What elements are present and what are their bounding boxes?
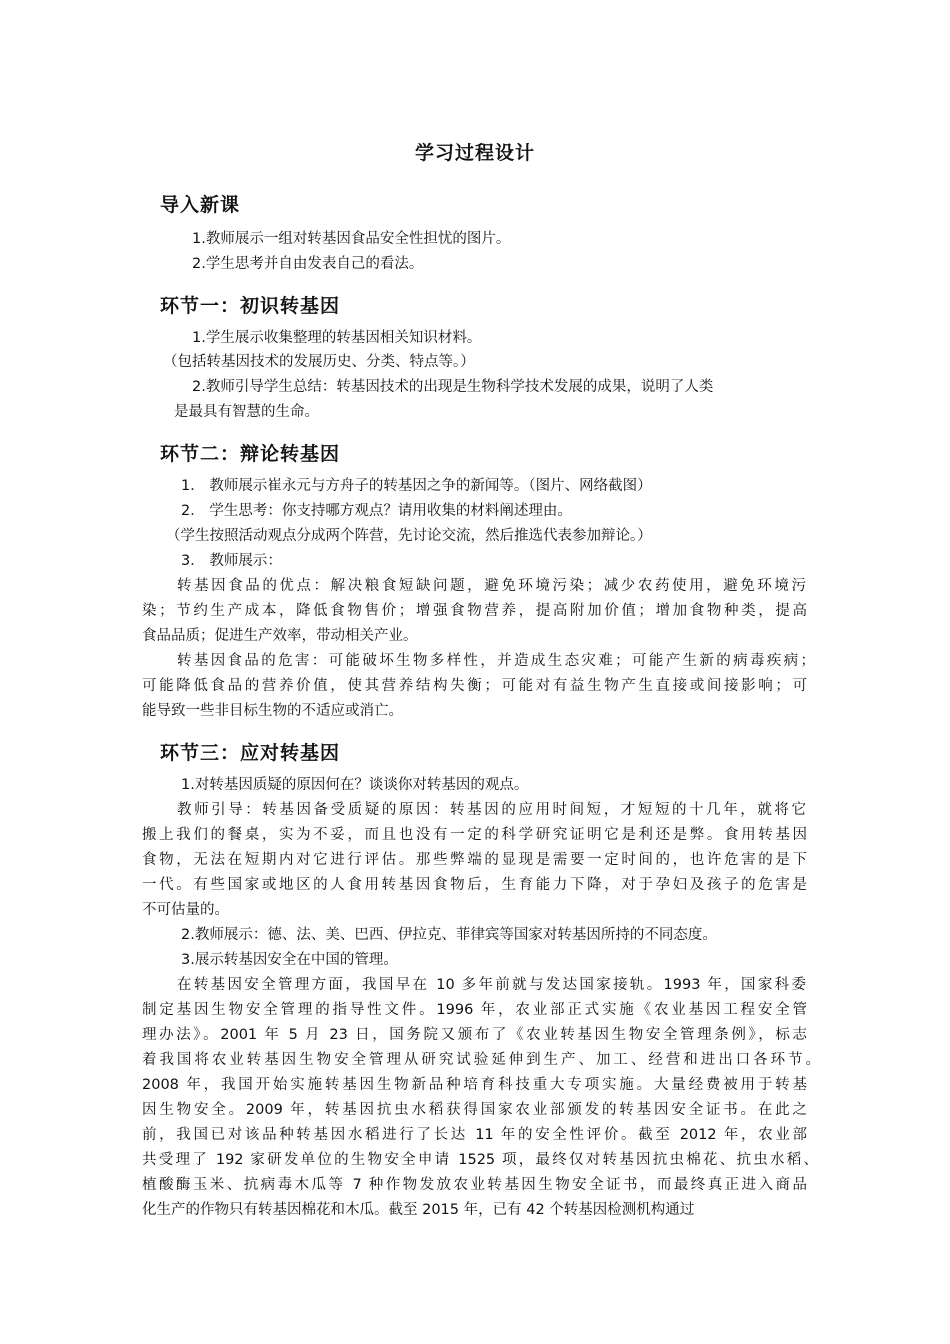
paragraph-line: 因生物安全。2009 年，转基因抗虫水稻获得国家农业部颁发的转基因安全证书。在此之 [142, 1102, 807, 1118]
paragraph-line: 2． 学生思考：你支持哪方观点？请用收集的材料阐述理由。 [181, 503, 572, 519]
paragraph-line: 转基因食品的优点：解决粮食短缺问题，避免环境污染；减少农药使用，避免环境污 [177, 578, 806, 594]
paragraph-line: 食物，无法在短期内对它进行评估。那些弊端的显现是需要一定时间的，也许危害的是下 [142, 852, 807, 868]
paragraph-line: 可能降低食品的营养价值，使其营养结构失衡；可能对有益生物产生直接或间接影响；可 [142, 678, 807, 694]
paragraph-line: 理办法》。2001 年 5 月 23 日，国务院又颁布了《农业转基因生物安全管理条例》，标志 [142, 1027, 807, 1043]
paragraph-line: 2.教师展示：德、法、美、巴西、伊拉克、菲律宾等国家对转基因所持的不同态度。 [181, 927, 717, 943]
paragraph-line: 教师引导：转基因备受质疑的原因：转基因的应用时间短，才短短的十几年，就将它 [177, 802, 806, 818]
paragraph-line: 3.展示转基因安全在中国的管理。 [181, 952, 398, 968]
paragraph-line: （包括转基因技术的发展历史、分类、特点等。） [163, 354, 475, 370]
paragraph-line: 1.对转基因质疑的原因何在？谈谈你对转基因的观点。 [181, 777, 529, 793]
paragraph-line: 着我国将农业转基因生物安全管理从研究试验延伸到生产、加工、经营和进出口各环节。 [142, 1052, 820, 1068]
paragraph-line: 搬上我们的餐桌，实为不妥，而且也没有一定的科学研究证明它是利还是弊。食用转基因 [142, 827, 807, 843]
paragraph-line: 转基因食品的危害：可能破坏生物多样性，并造成生态灾难；可能产生新的病毒疾病； [177, 653, 815, 669]
page-title: 学习过程设计 [414, 142, 535, 164]
paragraph-line: 食品品质；促进生产效率，带动相关产业。 [142, 628, 418, 644]
paragraph-line: 3． 教师展示： [181, 553, 282, 569]
paragraph-line: 1.教师展示一组对转基因食品安全性担忧的图片。 [192, 231, 511, 247]
section-heading-intro: 导入新课 [160, 194, 241, 216]
section-heading-stage-1: 环节一：初识转基因 [160, 295, 341, 317]
paragraph-line: 化生产的作物只有转基因棉花和木瓜。截至 2015 年，已有 42 个转基因检测机构通过 [142, 1202, 695, 1218]
paragraph-line: 能导致一些非目标生物的不适应或消亡。 [142, 703, 403, 719]
paragraph-line: 1． 教师展示崔永元与方舟子的转基因之争的新闻等。（图片、网络截图） [181, 478, 652, 494]
paragraph-line: 植酸酶玉米、抗病毒木瓜等 7 种作物发放农业转基因生物安全证书，而最终真正进入商品 [142, 1177, 807, 1193]
paragraph-line: 1.学生展示收集整理的转基因相关知识材料。 [192, 330, 482, 346]
paragraph-line: 染；节约生产成本，降低食物售价；增强食物营养，提高附加价值；增加食物种类，提高 [142, 603, 807, 619]
paragraph-line: 一代。有些国家或地区的人食用转基因食物后，生育能力下降，对于孕妇及孩子的危害是 [142, 877, 807, 893]
paragraph-line: 在转基因安全管理方面，我国早在 10 多年前就与发达国家接轨。1993 年，国家科委 [177, 977, 806, 993]
paragraph-line: 制定基因生物安全管理的指导性文件。1996 年，农业部正式实施《农业基因工程安全管 [142, 1002, 807, 1018]
paragraph-line: 2.学生思考并自由发表自己的看法。 [192, 256, 424, 272]
paragraph-line: （学生按照活动观点分成两个阵营，先讨论交流，然后推选代表参加辩论。） [166, 528, 652, 544]
section-heading-stage-2: 环节二：辩论转基因 [160, 443, 341, 465]
paragraph-line: 2008 年，我国开始实施转基因生物新品种培育科技重大专项实施。大量经费被用于转基 [142, 1077, 807, 1093]
paragraph-line: 2.教师引导学生总结：转基因技术的出现是生物科学技术发展的成果，说明了人类 [192, 379, 714, 395]
paragraph-line: 是最具有智慧的生命。 [174, 404, 319, 420]
paragraph-line: 前，我国已对该品种转基因水稻进行了长达 11 年的安全性评价。截至 2012 年，农业部 [142, 1127, 807, 1143]
paragraph-line: 共受理了 192 家研发单位的生物安全申请 1525 项，最终仅对转基因抗虫棉花、抗虫水稻、 [142, 1152, 818, 1168]
paragraph-line: 不可估量的。 [142, 902, 229, 918]
section-heading-stage-3: 环节三：应对转基因 [160, 742, 341, 764]
